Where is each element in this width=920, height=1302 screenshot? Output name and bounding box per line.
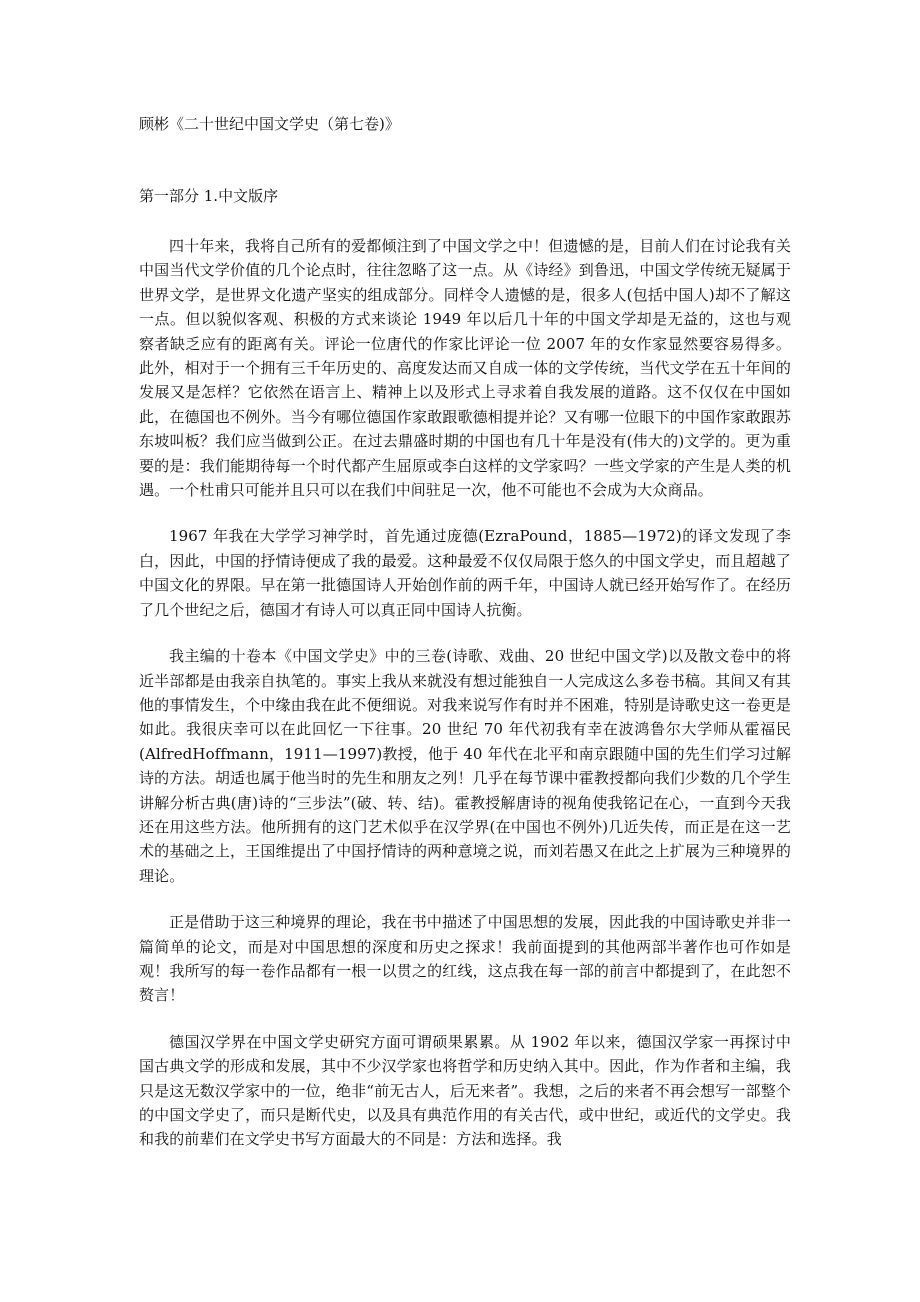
paragraph-2: 1967 年我在大学学习神学时，首先通过庞德(EzraPound，1885—1972)的译文发现了李白，因此，中国的抒情诗便成了我的最爱。这种最爱不仅仅局限于悠久的中国文学史，而且超越了中国文化的界限。早在第一批德国诗人开始创作前的两千年，中国诗人就已经开始写作了。在经历了几个世纪之后，德国才有诗人可以真正同中国诗人抗衡。	[139, 527, 791, 619]
body-text	[139, 234, 791, 1174]
section-heading: 第一部分 1.中文版序	[139, 187, 279, 205]
paragraph-1: 四十年来，我将自己所有的爱都倾注到了中国文学之中！但遗憾的是，目前人们在讨论我有关中国当代文学价值的几个论点时，往往忽略了这一点。从《诗经》到鲁迅，中国文学传统无疑属于世界文学，是世界文化遗产坚实的组成部分。同样令人遗憾的是，很多人(包括中国人)却不了解这一点。但以貌似客观、积极的方式来谈论 1949 年以后几十年的中国文学却是无益的，这也与观察者缺乏应有的距离有关。评论一位唐代的作家比评论一位 2007 年的女作家显然要容易得多。此外，相对于一个拥有三千年历史的、高度发达而又自成一体的文学传统，当代文学在五十年间的发展又是怎样？它依然在语言上、精神上以及形式上寻求着自我发展的道路。这不仅仅在中国如此，在德国也不例外。当今有哪位德国作家敢跟歌德相提并论？又有哪一位眼下的中国作家敢跟苏东坡叫板？我们应当做到公正。在过去鼎盛时期的中国也有几十年是没有(伟大的)文学的。更为重要的是：我们能期待每一个时代都产生屈原或李白这样的文学家吗？一些文学家的产生是人类的机遇。一个杜甫只可能并且只可以在我们中间驻足一次，他不可能也不会成为大众商品。	[139, 237, 791, 500]
paragraph-4: 正是借助于这三种境界的理论，我在书中描述了中国思想的发展，因此我的中国诗歌史并非一篇简单的论文，而是对中国思想的深度和历史之探求！我前面提到的其他两部半著作也可作如是观！我所写的每一卷作品都有一根一以贯之的红线，这点我在每一部的前言中都提到了，在此恕不赘言！	[139, 913, 791, 1005]
paragraph-5: 德国汉学界在中国文学史研究方面可谓硕果累累。从 1902 年以来，德国汉学家一再探讨中国古典文学的形成和发展，其中不少汉学家也将哲学和历史纳入其中。因此，作为作者和主编，我只是这无数汉学家中的一位，绝非“前无古人，后无来者”。我想，之后的来者不再会想写一部整个的中国文学史了，而只是断代史，以及具有典范作用的有关古代，或中世纪，或近代的文学史。我和我的前辈们在文学史书写方面最大的不同是：方法和选择。我	[139, 1032, 791, 1149]
paragraph-3: 我主编的十卷本《中国文学史》中的三卷(诗歌、戏曲、20 世纪中国文学)以及散文卷中的将近半部都是由我亲自执笔的。事实上我从来就没有想过能独自一人完成这么多卷书稿。其间又有其他的事情发生，个中缘由我在此不便细说。对我来说写作有时并不困难，特别是诗歌史这一卷更是如此。我很庆幸可以在此回忆一下往事。20 世纪 70 年代初我有幸在波鸿鲁尔大学师从霍福民(AlfredHoffmann，1911—1997)教授，他于 40 年代在北平和南京跟随中国的先生们学习过解诗的方法。胡适也属于他当时的先生和朋友之列！几乎在每节课中霍教授都向我们少数的几个学生讲解分析古典(唐)诗的“三步法”(破、转、结)。霍教授解唐诗的视角使我铭记在心，一直到今天我还在用这些方法。他所拥有的这门艺术似乎在汉学界(在中国也不例外)几近失传，而正是在这一艺术的基础之上，王国维提出了中国抒情诗的两种意境之说，而刘若愚又在此之上扩展为三种境界的理论。	[139, 647, 791, 885]
document-title: 顾彬《二十世纪中国文学史（第七卷)》	[139, 115, 400, 133]
